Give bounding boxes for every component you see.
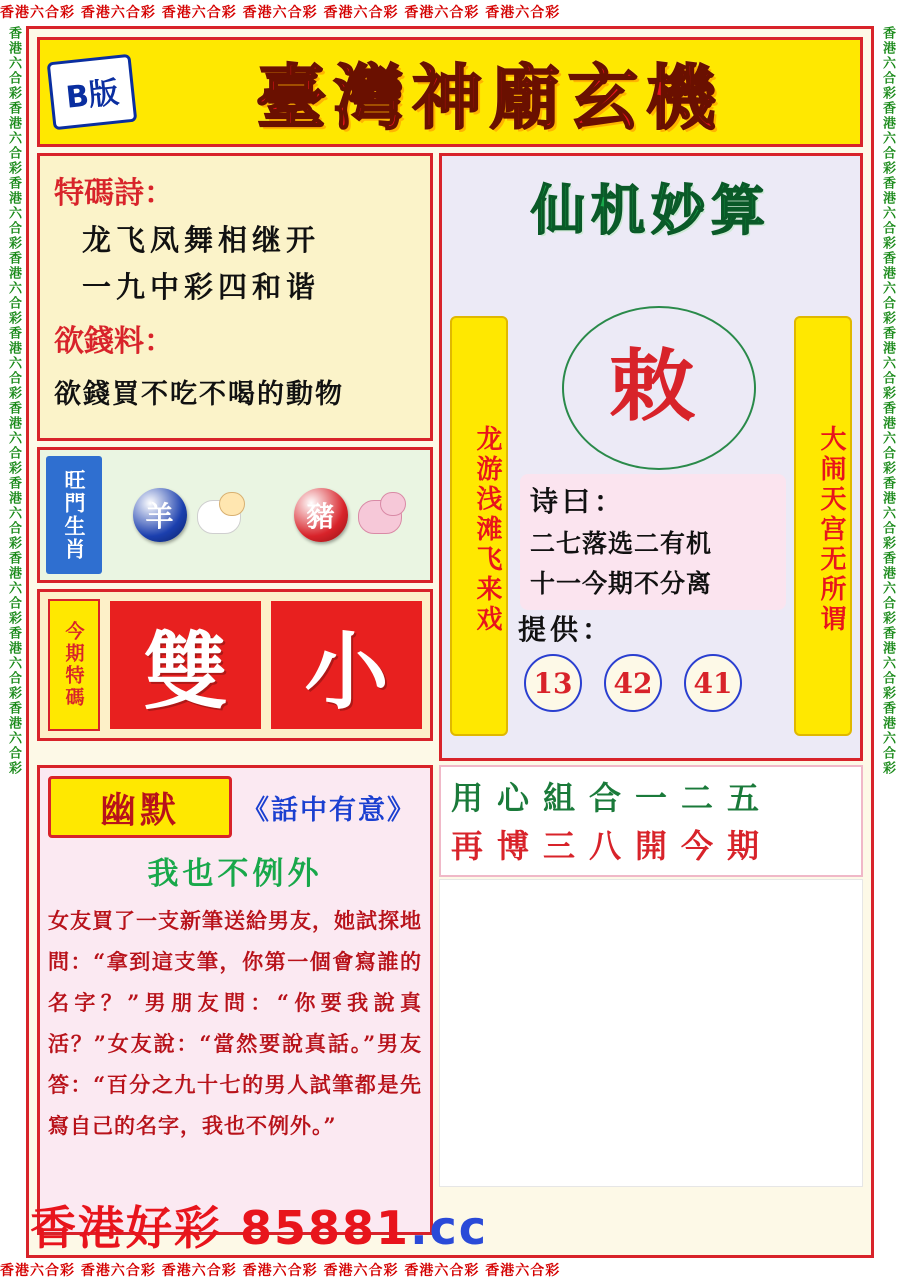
- combination-line-1: 用心組合一二五: [451, 779, 774, 817]
- poem-line-2: 一九中彩四和谐: [82, 270, 321, 304]
- lucky-zodiac-box: [37, 447, 433, 583]
- footer-brand: 香港好彩: [30, 1201, 222, 1255]
- marquee-left: [0, 26, 26, 1258]
- number-ball: 42: [604, 654, 662, 712]
- immortal-panel: [439, 153, 863, 761]
- verse-line-1: 二七落选二有机: [530, 529, 713, 558]
- number-ball: 41: [684, 654, 742, 712]
- left-column: [37, 153, 433, 741]
- main-frame: [26, 26, 874, 1258]
- money-label: 欲錢料：: [54, 324, 174, 359]
- combination-line-2: 再博三八開今期: [451, 827, 774, 865]
- number-list: [524, 654, 808, 712]
- humor-subtitle: 《話中有意》: [242, 794, 416, 826]
- left-verse-strip: 龙游浅滩飞来戏: [450, 316, 508, 736]
- talisman-glyph: 敕: [609, 341, 695, 432]
- marquee-bottom-text: 香港六合彩 香港六合彩 香港六合彩 香港六合彩 香港六合彩 香港六合彩 香港六合彩: [0, 1263, 561, 1279]
- special-code-poem: [37, 153, 433, 441]
- marquee-bottom: [0, 1258, 900, 1284]
- humor-title: 我也不例外: [147, 856, 323, 892]
- marquee-right: [874, 26, 900, 1258]
- page-title: 臺灣神廟玄機: [256, 55, 724, 139]
- number-ball: 13: [524, 654, 582, 712]
- marquee-top: [0, 0, 900, 26]
- poem-line-1: 龙飞凤舞相继开: [82, 223, 321, 257]
- list-item: [294, 486, 406, 544]
- code-cell-1: 雙: [110, 601, 261, 729]
- provided-numbers: [518, 608, 808, 712]
- marquee-top-text: 香港六合彩 香港六合彩 香港六合彩 香港六合彩 香港六合彩 香港六合彩 香港六合彩: [0, 5, 561, 21]
- marquee-right-text: 香港六合彩香港六合彩香港六合彩香港六合彩香港六合彩香港六合彩香港六合彩香港六合彩香港六合彩香港六合彩: [880, 26, 895, 776]
- poem-label: 特碼詩：: [54, 176, 174, 211]
- list-item: [133, 486, 245, 544]
- lucky-zodiac-label: 旺門生肖: [46, 456, 102, 574]
- sheep-icon: [189, 486, 245, 544]
- verse-line-2: 十一今期不分离: [530, 569, 713, 598]
- title-banner: [37, 37, 863, 147]
- humor-body: 女友買了一支新筆送給男友，她試探地問：“拿到這支筆，你第一個會寫誰的名字？”男朋友問：“你要我說真活？”女友說：“當然要說真話。”男友答：“百分之九十七的男人試筆都是先寫自己的名字，我也不例外。”: [48, 908, 422, 1138]
- right-verse-strip: 大闹天宫无所谓: [794, 316, 852, 736]
- talisman-icon: [552, 306, 752, 466]
- verse-title: 诗曰：: [530, 485, 627, 518]
- verse-box: [520, 474, 786, 610]
- current-period-code: [37, 589, 433, 741]
- marquee-left-text: 香港六合彩香港六合彩香港六合彩香港六合彩香港六合彩香港六合彩香港六合彩香港六合彩香港六合彩香港六合彩: [6, 26, 21, 776]
- code-cell-2: 小: [271, 601, 422, 729]
- footer-watermark: [30, 1192, 488, 1258]
- zodiac-ball: 羊: [133, 488, 187, 542]
- humor-box: [37, 765, 433, 1235]
- combination-box: [439, 765, 863, 877]
- humor-badge: 幽默: [48, 776, 232, 838]
- zodiac-ball: 豬: [294, 488, 348, 542]
- footer-site-number: 85881: [240, 1201, 411, 1255]
- footer-site-tld: .cc: [410, 1201, 489, 1255]
- current-period-label: 今期特碼: [48, 599, 100, 731]
- humor-header: [48, 776, 422, 838]
- immortal-title: 仙机妙算: [531, 178, 771, 242]
- edition-stamp: B版: [47, 54, 138, 130]
- blank-area: [439, 879, 863, 1187]
- lucky-zodiac-items: [108, 450, 430, 580]
- provided-label: 提供：: [518, 613, 615, 646]
- pig-icon: [350, 486, 406, 544]
- money-line: 欲錢買不吃不喝的動物: [54, 379, 344, 410]
